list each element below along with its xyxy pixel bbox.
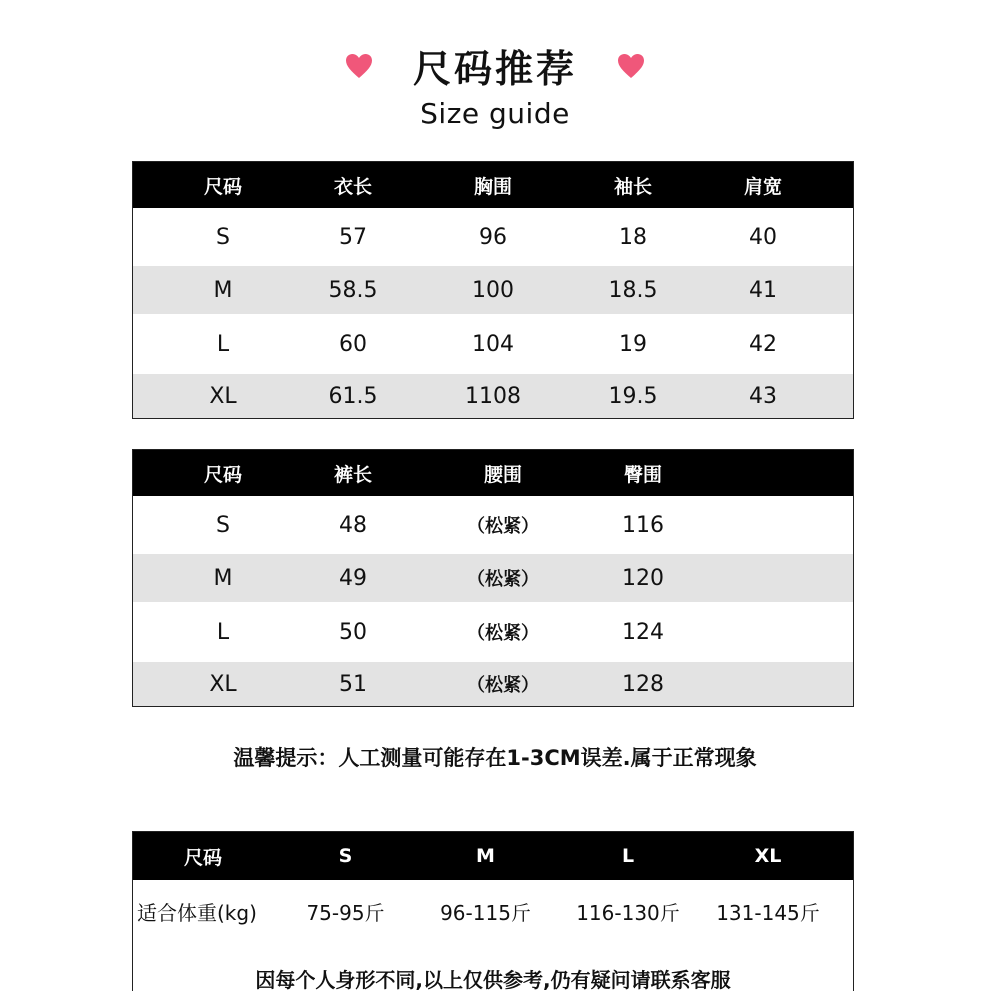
table-row: [133, 496, 853, 554]
column-header: 尺码: [183, 846, 222, 869]
table-cell: 116: [622, 512, 664, 538]
table-cell: 51: [339, 671, 367, 697]
table-cell: L: [216, 619, 230, 645]
table-cell: XL: [209, 671, 237, 697]
table-cell: 19: [619, 331, 647, 357]
pants-size-table: [132, 449, 854, 707]
title-row: [0, 38, 990, 93]
table-cell: S: [216, 512, 230, 538]
page-title: 尺码推荐: [412, 47, 577, 91]
table-cell: 18: [619, 224, 647, 250]
table-cell: 96: [479, 224, 507, 250]
table-cell: （松紧）: [467, 569, 539, 590]
column-header: 肩宽: [743, 175, 782, 198]
heart-icon: [617, 53, 645, 79]
column-header: 臀围: [623, 463, 662, 486]
table-cell: （松紧）: [467, 623, 539, 644]
table-cell: 75-95斤: [306, 900, 385, 925]
table-row: [133, 208, 853, 266]
table-cell: （松紧）: [467, 516, 539, 537]
column-header: M: [476, 845, 495, 867]
column-header: 尺码: [203, 175, 242, 198]
table-cell: 1108: [465, 383, 521, 409]
table-cell: 128: [622, 671, 664, 697]
table-cell: 适合体重(kg): [137, 900, 257, 925]
table-row: [133, 314, 853, 374]
table-cell: 40: [749, 224, 777, 250]
table-header: [133, 832, 853, 880]
table-header: [133, 450, 853, 496]
table-cell: 96-115斤: [440, 900, 531, 925]
table-cell: （松紧）: [467, 675, 539, 696]
column-header: L: [621, 845, 635, 867]
footer-note: 因每个人身形不同,以上仅供参考,仍有疑问请联系客服: [255, 968, 731, 992]
table-cell: 19.5: [608, 383, 658, 409]
table-cell: 100: [472, 277, 514, 303]
table-cell: 104: [472, 331, 514, 357]
table-row: [133, 602, 853, 662]
table-row: [133, 662, 853, 706]
top-size-table: [132, 161, 854, 419]
table-cell: 60: [339, 331, 367, 357]
table-cell: 42: [749, 331, 777, 357]
column-header: 尺码: [203, 463, 242, 486]
column-header: 腰围: [483, 463, 522, 486]
column-header: 裤长: [333, 463, 372, 486]
table-cell: 131-145斤: [716, 900, 820, 925]
table-header: [133, 162, 853, 208]
table-row: [133, 266, 853, 314]
column-header: 胸围: [473, 175, 512, 198]
table-cell: 41: [749, 277, 777, 303]
column-header: 袖长: [613, 175, 652, 198]
table-row: [133, 374, 853, 418]
table-cell: 61.5: [328, 383, 378, 409]
column-header: XL: [754, 845, 782, 867]
table-cell: 48: [339, 512, 367, 538]
table-cell: 49: [339, 565, 367, 591]
weight-table: [132, 831, 854, 991]
measurement-note: 温馨提示：人工测量可能存在1-3CM误差.属于正常现象: [233, 746, 757, 770]
table-cell: 50: [339, 619, 367, 645]
table-cell: 43: [749, 383, 777, 409]
column-header: 衣长: [333, 175, 372, 198]
table-cell: L: [216, 331, 230, 357]
title-block: [0, 38, 990, 130]
table-row: [133, 554, 853, 602]
table-cell: XL: [209, 383, 237, 409]
table-cell: S: [216, 224, 230, 250]
column-header: S: [338, 845, 353, 867]
table-cell: M: [213, 565, 233, 591]
table-row: [133, 880, 853, 942]
heart-icon: [345, 53, 373, 79]
table-cell: 120: [622, 565, 664, 591]
table-cell: 58.5: [328, 277, 378, 303]
page-subtitle: Size guide: [420, 97, 570, 130]
table-cell: 124: [622, 619, 664, 645]
table-cell: 116-130斤: [576, 900, 680, 925]
table-cell: 57: [339, 224, 367, 250]
table-cell: 18.5: [608, 277, 658, 303]
table-cell: M: [213, 277, 233, 303]
